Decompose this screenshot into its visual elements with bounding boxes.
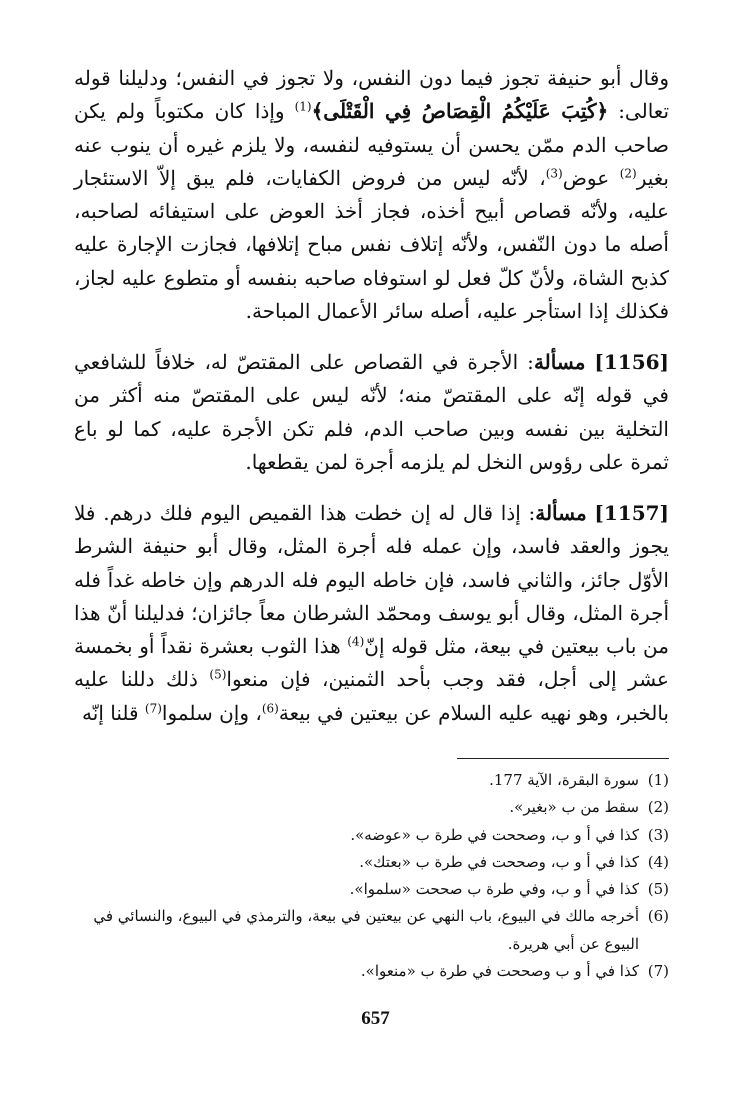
footnote-number: (5) <box>647 880 669 899</box>
footnote-ref-6[interactable]: (6) <box>261 701 279 716</box>
text-span: : الأجرة في القصاص على المقتصّ له، خلافاً للشافعي في قوله إنّه على المقتصّ منه؛ لأنّه ليس على المقتصّ منه أكثر من التخلية بين نفسه وبين صاحب الدم، فلم تكن الأجرة عليه، كما لو باع ثمرة على رؤوس النخل لم يلزمه أجرة لمن يقطعها. <box>74 350 669 474</box>
footnote-ref-7[interactable]: (7) <box>144 701 162 716</box>
footnote-3 <box>74 822 669 849</box>
issue-number: [1156] <box>594 350 670 374</box>
paragraph-masala-1157 <box>74 497 669 730</box>
quran-verse: ﴿كُتِبَ عَلَيْكُمُ الْقِصَاصُ فِي الْقَتْلَى﴾ <box>311 99 609 124</box>
footnote-4 <box>74 849 669 876</box>
footnote-divider <box>457 758 669 759</box>
footnote-text: سورة البقرة، الآية 177. <box>489 771 639 789</box>
footnote-text: كذا في أ و ب وصححت في طرة ب «منعوا». <box>360 962 639 981</box>
paragraph-1 <box>74 62 669 328</box>
footnote-ref-1[interactable]: (1) <box>294 99 312 114</box>
text-span: : إذا قال له إن خطت هذا القميص اليوم فلك درهم. فلا يجوز والعقد فاسد، وإن عمله فله أجرة المثل، وقال أبو حنيفة الشرط الأوّل جائز، والثاني فاسد، فإن خاطه اليوم فله الدرهم وإن خاطه غداً فله أجرة المثل، وقال أبو يوسف ومحمّد الشرطان معاً جائزان؛ فدليلنا أنّ هذا من باب بيعتين في بيعة، مثل قوله إنّ <box>74 501 669 659</box>
footnote-number: (6) <box>647 907 669 926</box>
page-number: 657 <box>361 1008 390 1029</box>
footnote-ref-5[interactable]: (5) <box>209 667 227 682</box>
footnote-2 <box>74 794 669 821</box>
text-span: ، وإن سلموا <box>161 700 262 725</box>
text-span: عوض <box>562 165 620 190</box>
paragraph-masala-1156 <box>74 346 669 479</box>
issue-number: [1157] <box>594 501 669 525</box>
issue-label: مسألة <box>533 350 586 374</box>
footnote-ref-4[interactable]: (4) <box>347 634 365 649</box>
footnote-number: (7) <box>647 962 669 981</box>
footnote-5 <box>74 876 669 903</box>
footnote-ref-2[interactable]: (2) <box>619 166 637 181</box>
text-span: قلنا إنّه <box>82 700 145 725</box>
footnote-number: (2) <box>647 798 669 817</box>
text-span: ذلك دللنا عليه بالخبر، وهو نهيه عليه السلام عن بيعتين في بيعة <box>74 667 669 725</box>
footnote-7 <box>74 958 669 985</box>
text-span: ، لأنّه ليس من فروض الكفايات، فلم يبق إلاّ الاستئجار عليه، ولأنّه قصاص أبيح أخذه، فجاز أخذ العوض على استيفائه لصاحبه، أصله ما دون النّفس، ولأنّه إتلاف نفس مباح إتلافها، فجازت الإجارة عليه كذبح الشاة، ولأنّ كلّ فعل لو استوفاه صاحبه بنفسه أو متطوع عليه لجاز، فكذلك إذا استأجر عليه، أصله سائر الأعمال المباحة. <box>74 165 669 324</box>
footnote-text: كذا في أ و ب، وصححت في طرة ب «بعتك». <box>359 852 639 871</box>
footnote-number: (4) <box>647 852 669 871</box>
footnote-number: (3) <box>647 825 669 844</box>
footnote-text: أخرجه مالك في البيوع، باب النهي عن بيعتين في بيعة، والترمذي في البيوع، والنسائي في البيوع عن أبي هريرة. <box>93 907 639 953</box>
footnote-1 <box>74 767 669 794</box>
footnote-number: (1) <box>647 771 669 789</box>
footnote-ref-3[interactable]: (3) <box>545 166 563 181</box>
text-span: وإذا كان مكتوباً ولم يكن صاحب الدم ممّن يحسن أن يستوفيه لنفسه، ولا يلزم غيره أن ينوب عنه بغير <box>74 99 669 190</box>
text-span: هذا الثوب بعشرة نقداً أو بخمسة عشر إلى أجل، فقد وجب بأحد الثمنين، فإن منعوا <box>74 634 669 692</box>
footnote-text: كذا في أ و ب، وصححت في طرة ب «عوضه». <box>350 825 639 844</box>
footnote-text: سقط من ب «بغير». <box>509 798 639 817</box>
text-span: وقال أبو حنيفة تجوز فيما دون النفس، ولا تجوز في النفس؛ ودليلنا قوله تعالى: <box>74 66 670 124</box>
footnote-text: كذا في أ و ب، وفي طرة ب صححت «سلموا». <box>349 880 639 899</box>
issue-label: مسألة <box>535 501 587 525</box>
footnote-6 <box>74 903 669 958</box>
footnotes <box>74 767 669 985</box>
